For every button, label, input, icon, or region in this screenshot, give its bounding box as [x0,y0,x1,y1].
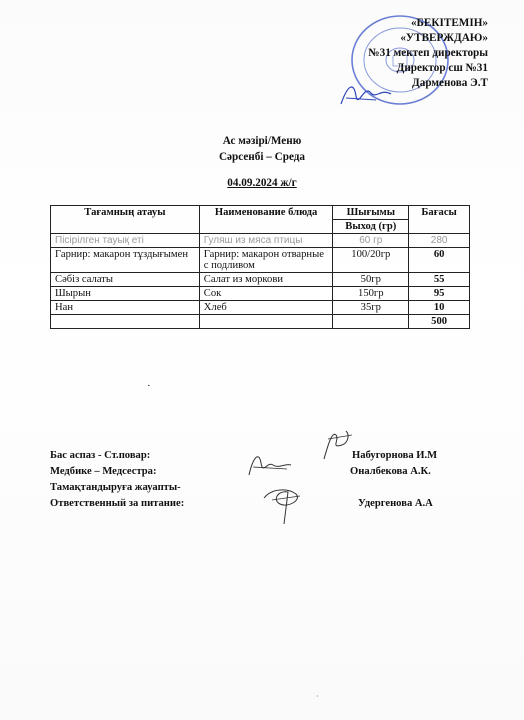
cell-empty [333,315,409,329]
table-row [51,301,470,315]
stray-dot: · [147,380,151,392]
cell-ru: Гуляш из мяса птицы [199,234,333,248]
cell-kz: Шырын [51,287,200,301]
cell-ru: Гарнир: макарон отварные с подливом [199,248,333,273]
menu-title: Ас мәзірі/Меню [222,135,302,147]
header-yield-ru: Выход (гр) [333,220,409,234]
responsible-name: Удергенова А.А [358,498,433,509]
table-row [51,234,470,248]
stray-mark: · [316,692,319,701]
cook-signature [318,425,358,465]
cell-yield: 100/20гр [333,248,409,273]
table-row [51,287,470,301]
menu-day: Сәрсенбі – Среда [218,151,306,163]
approval-line-ru: «УТВЕРЖДАЮ» [400,32,488,44]
cell-price: 10 [409,301,470,315]
table-row [51,248,470,273]
cell-price: 280 [409,234,470,248]
cell-empty [51,315,200,329]
header-ru-name: Наименование блюда [199,206,333,234]
nurse-label: Медбике – Медсестра: [50,466,157,477]
menu-date: 04.09.2024 ж/г [227,177,297,189]
approval-line-kz: «БЕКІТЕМІН» [410,17,488,29]
cell-kz: Пісірілген тауық еті [51,234,200,248]
menu-table [50,205,470,329]
director-name: Дарменова Э.Т [412,77,488,89]
cell-price: 60 [409,248,470,273]
cell-empty [199,315,333,329]
cell-price: 55 [409,273,470,287]
cell-kz: Сәбіз салаты [51,273,200,287]
table-row [51,273,470,287]
menu-title-block [0,133,524,191]
cell-yield: 150гр [333,287,409,301]
header-kz-name: Тағамның атауы [51,206,200,234]
cell-ru: Салат из моркови [199,273,333,287]
cell-kz: Нан [51,301,200,315]
approval-block [318,16,488,91]
director-title-kz: №31 мектеп директоры [368,47,488,59]
cook-name: Набугорнова И.М [352,450,438,461]
cell-price: 95 [409,287,470,301]
cell-ru: Хлеб [199,301,333,315]
table-header-row [51,206,470,220]
nurse-name: Оналбекова А.К. [350,466,431,477]
cell-yield: 50гр [333,273,409,287]
cook-label: Бас аспаз - Ст.повар: [50,450,151,461]
cell-yield: 35гр [333,301,409,315]
cell-kz: Гарнир: макарон тұздығымен [51,248,200,273]
header-yield-kz: Шығымы [333,206,409,220]
header-price: Бағасы [409,206,470,234]
responsible-label-kz: Тамақтандыруға жауапты- [50,482,181,493]
director-title-ru: Директор сш №31 [396,62,488,74]
responsible-signature [258,478,308,528]
cell-yield: 60 гр [333,234,409,248]
total-price: 500 [409,315,470,329]
responsible-label-ru: Ответственный за питание: [50,498,185,509]
cell-ru: Сок [199,287,333,301]
table-total-row [51,315,470,329]
staff-names [340,448,480,512]
